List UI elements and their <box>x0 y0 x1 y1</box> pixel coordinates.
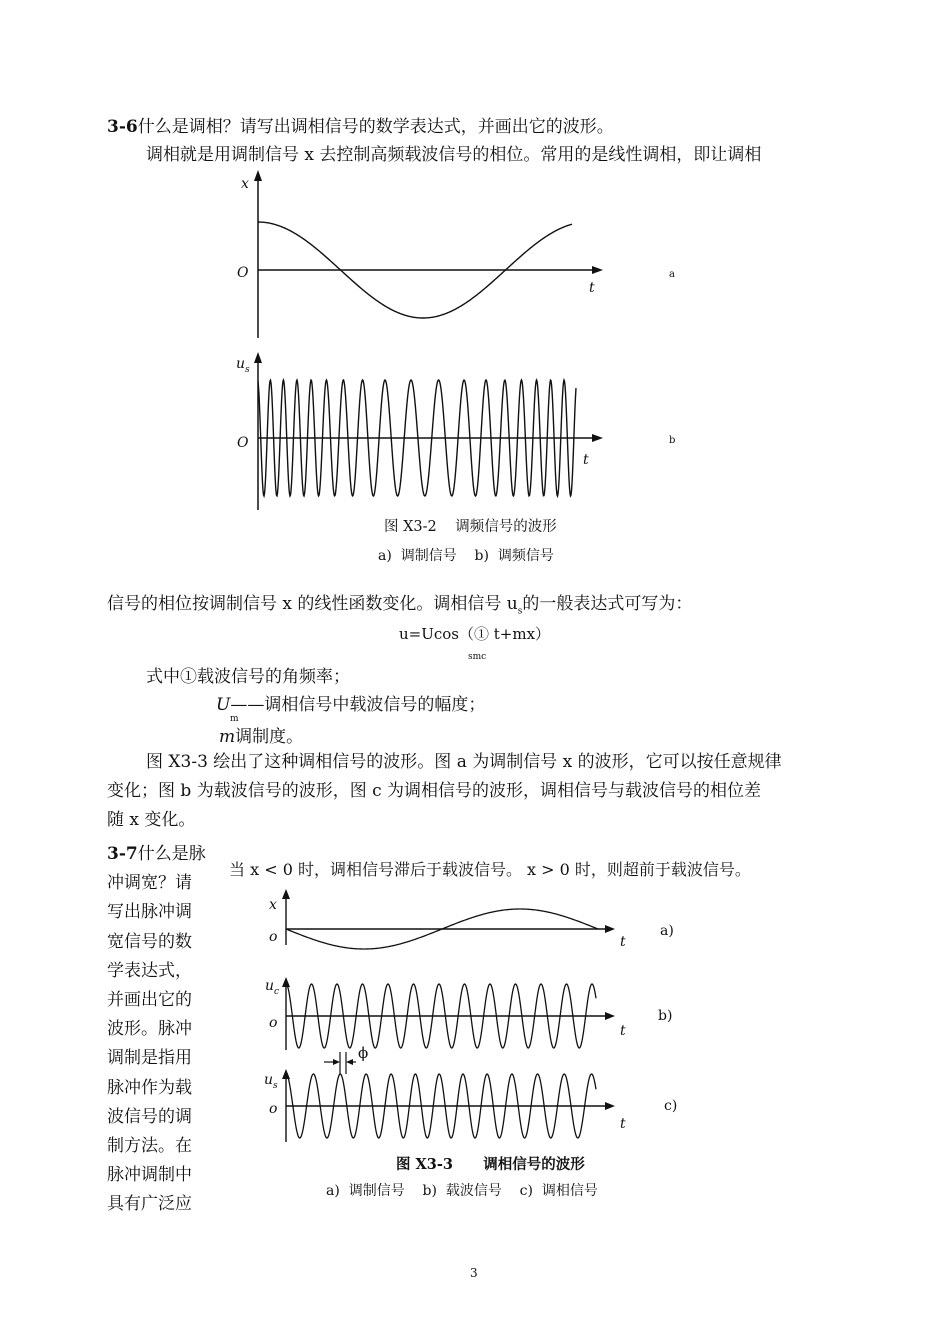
paragraph-line: 调相就是用调制信号 x 去控制高频载波信号的相位。常用的是线性调相，即让调相 <box>146 145 762 165</box>
axis-label-t: t <box>589 280 595 296</box>
section-3-7-first-line: 3-7什么是脉 <box>107 844 206 864</box>
definition-line: 式中①载波信号的角频率； <box>146 667 350 687</box>
text-line: 波形。脉冲 <box>107 1019 192 1040</box>
figure-subcaption: a) 调制信号 b) 载波信号 c) 调相信号 <box>326 1183 598 1199</box>
axis-label-t: t <box>620 1023 626 1039</box>
text-line: 学表达式， <box>107 960 192 981</box>
axis-label-x: x <box>241 176 249 192</box>
page-number: 3 <box>470 1266 478 1280</box>
axis-label-us: $u_s$ <box>264 1072 278 1091</box>
axis-label-t: t <box>583 452 589 468</box>
section-number: 3-6 <box>107 117 138 137</box>
paragraph-line: 图 X3-3 绘出了这种调相信号的波形。图 a 为调制信号 x 的波形，它可以按任意规律 <box>146 752 782 772</box>
definition-line: m调制度。 <box>219 727 304 747</box>
origin-label: o <box>269 929 278 945</box>
axis-label-x: x <box>269 897 277 913</box>
figure-caption: 图 X3-2 调频信号的波形 <box>384 519 557 535</box>
section-title: 什么是调相？请写出调相信号的数学表达式，并画出它的波形。 <box>137 117 614 137</box>
text-line: 波信号的调 <box>107 1106 192 1127</box>
phase-difference-marker <box>324 1052 356 1074</box>
formula: u=Ucos（① t+mx） <box>399 625 551 643</box>
figure-label-a: a) <box>660 923 674 939</box>
figure-subcaption: a) 调制信号 b) 调频信号 <box>378 548 554 564</box>
axis-label-us: $u_s$ <box>236 356 250 375</box>
text-line: 具有广泛应 <box>107 1194 192 1215</box>
text-line: 写出脉冲调 <box>107 902 192 923</box>
text-line: 脉冲作为载 <box>107 1077 192 1098</box>
origin-label: o <box>269 1101 278 1117</box>
origin-label: O <box>237 265 249 281</box>
figure-label-c: c) <box>664 1098 678 1114</box>
axis-label-t: t <box>620 1116 626 1132</box>
paragraph-line: 变化；图 b 为载波信号的波形，图 c 为调相信号的波形，调相信号与载波信号的相位差 <box>107 781 762 801</box>
text-line: 脉冲调制中 <box>107 1165 192 1186</box>
figure-note: 当 x < 0 时，调相信号滞后于载波信号。 x > 0 时，则超前于载波信号。 <box>229 860 751 879</box>
text-line: 冲调宽？请 <box>107 873 192 894</box>
phi-label: ϕ <box>358 1044 369 1062</box>
paragraph-line: 随 x 变化。 <box>107 810 196 830</box>
figure-label-a: a <box>669 269 675 280</box>
text-line: 并画出它的 <box>107 990 192 1011</box>
formula-subscripts: smc <box>468 652 487 662</box>
definition-line: U——调相信号中载波信号的幅度； <box>216 695 486 715</box>
origin-label: o <box>269 1015 278 1031</box>
figure-caption: 图 X3-3 调相信号的波形 <box>396 1156 585 1173</box>
axis-label-uc: $u_c$ <box>265 978 280 997</box>
figure-label-b: b <box>669 435 676 446</box>
figure-label-b: b) <box>658 1008 673 1024</box>
text-line: 宽信号的数 <box>107 931 192 952</box>
origin-label: O <box>237 435 249 451</box>
text-line: 制方法。在 <box>107 1136 192 1157</box>
definition-subscript: m <box>230 714 239 724</box>
paragraph-line: 信号的相位按调制信号 x 的线性函数变化。调相信号 $u_s$的一般表达式可写为： <box>107 594 693 617</box>
axis-label-t: t <box>620 934 626 950</box>
text-line: 调制是指用 <box>107 1048 192 1069</box>
